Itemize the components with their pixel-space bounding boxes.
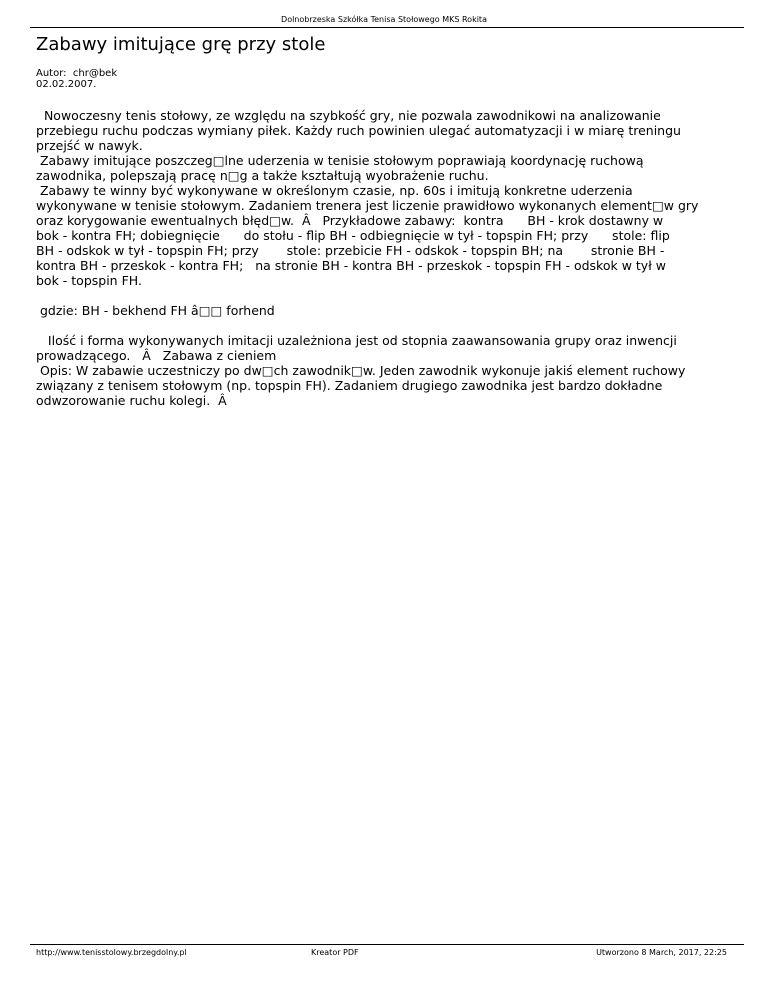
glossary-line: gdzie: BH - bekhend FH â□□ forhend: [36, 303, 275, 318]
body-line: Zabawy imitujące poszczeg□lne uderzenia w tenisie stołowym poprawiają koordynację ruchową: [36, 153, 644, 168]
paragraph-gap: [36, 288, 736, 303]
body-line: zawodnika, polepszają pracę n□g a także kształtują wyobrażenie ruchu.: [36, 168, 489, 183]
body-line: przejść w nawyk.: [36, 138, 143, 153]
body-line: oraz korygowanie ewentualnych błęd□w. Â Przykładowe zabawy: kontra BH - krok dostawny w: [36, 213, 664, 228]
body-line: bok - kontra FH; dobiegnięcie do stołu - flip BH - odbiegnięcie w tył - topspin FH; przy stole: flip: [36, 228, 670, 243]
body-line: Ilość i forma wykonywanych imitacji uzależniona jest od stopnia zaawansowania grupy oraz inwencji: [36, 333, 677, 348]
footer-url: http://www.tenisstolowy.brzegdolny.pl: [36, 948, 187, 957]
header-divider: [30, 27, 744, 28]
body-line: BH - odskok w tył - topspin FH; przy stole: przebicie FH - odskok - topspin BH; na stronie BH -: [36, 243, 665, 258]
body-line: odwzorowanie ruchu kolegi. Â: [36, 393, 227, 408]
page-header: Dolnobrzeska Szkółka Tenisa Stołowego MKS Rokita: [281, 15, 487, 24]
article-date: 02.02.2007.: [36, 79, 97, 90]
body-line: Nowoczesny tenis stołowy, ze względu na szybkość gry, nie pozwala zawodnikowi na analizowanie: [36, 108, 661, 123]
body-line: przebiegu ruchu podczas wymiany piłek. Każdy ruch powinien ulegać automatyzacji i w miarę treningu: [36, 123, 681, 138]
body-line: prowadzącego. Â Zabawa z cieniem: [36, 348, 277, 363]
author-line: Autor: chr@bek: [36, 68, 118, 79]
body-line: kontra BH - przeskok - kontra FH; na stronie BH - kontra BH - przeskok - topspin FH - odskok w tył w: [36, 258, 666, 273]
body-line: bok - topspin FH.: [36, 273, 142, 288]
article-meta: [36, 68, 117, 90]
body-line: Opis: W zabawie uczestniczy po dw□ch zawodnik□w. Jeden zawodnik wykonuje jakiś element ruchowy: [36, 363, 686, 378]
body-line: związany z tenisem stołowym (np. topspin FH). Zadaniem drugiego zawodnika jest bardzo dokładne: [36, 378, 663, 393]
footer-divider: [30, 944, 744, 945]
footer-created-date: Utworzono 8 March, 2017, 22:25: [596, 948, 727, 957]
body-line: Zabawy te winny być wykonywane w określonym czasie, np. 60s i imitują konkretne uderzenia: [36, 183, 633, 198]
body-line: wykonywane w tenisie stołowym. Zadaniem trenera jest liczenie prawidłowo wykonanych element□w gry: [36, 198, 699, 213]
article-body: [36, 108, 736, 408]
footer-generator: Kreator PDF: [311, 948, 359, 957]
paragraph-gap: [36, 318, 736, 333]
page-title: Zabawy imitujące grę przy stole: [36, 34, 326, 55]
